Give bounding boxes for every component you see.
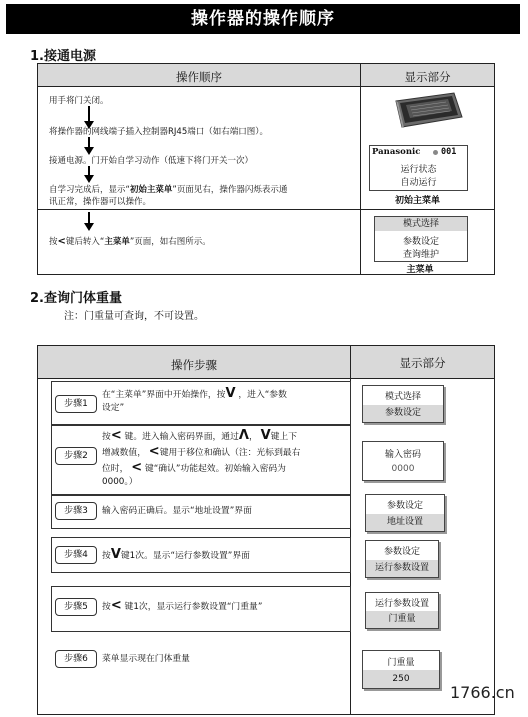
- step2-text-4: 0000。）: [102, 477, 138, 487]
- watermark: 1766.cn: [450, 683, 515, 702]
- status-dot-icon: [433, 150, 438, 155]
- display-line2-highlight: 门重量: [366, 611, 438, 628]
- up-arrow-icon: Λ: [238, 428, 249, 443]
- step3-text: 输入密码正确后。显示“地址设置”界面: [102, 506, 252, 516]
- step3-label: 步骤3: [55, 502, 97, 520]
- section1-heading: 1.接通电源: [30, 49, 96, 64]
- col-header-procedure: 操作顺序: [176, 70, 222, 84]
- display-line2-highlight: 地址设置: [366, 514, 444, 531]
- step4-label: 步骤4: [55, 546, 97, 564]
- menu-mode-select: 模式选择: [375, 217, 467, 231]
- display-line1: 参数设定: [386, 501, 423, 511]
- display-step6: [362, 650, 440, 689]
- step2-label: 步骤2: [55, 447, 97, 465]
- controller-device-image: [392, 91, 464, 129]
- step-text-power-on: 接通电源。门开始自学习动作（低速下将门开关一次）: [49, 156, 254, 166]
- lcd-line-status: 运行状态: [400, 165, 437, 175]
- step1-text-2: 设定”: [102, 403, 125, 413]
- step2-text-2: 增减数值， <键用于移位和确认（注：光标到最右: [102, 444, 301, 459]
- section2-note: 注：门重量可查询，不可设置。: [64, 311, 204, 322]
- step4-text: 按V键1次。显示“运行参数设置”界面: [102, 547, 250, 562]
- step6-text: 菜单显示现在门体重量: [102, 654, 190, 664]
- display-line1: 输入密码: [384, 450, 421, 460]
- section2-heading: 2.查询门体重量: [30, 291, 122, 306]
- col-header-steps: 操作步骤: [171, 358, 217, 372]
- left-arrow-icon: <: [131, 460, 143, 475]
- menu-param-set: 参数设定: [402, 237, 439, 247]
- lcd-main-menu: [374, 216, 468, 262]
- left-arrow-icon: <: [148, 444, 160, 459]
- step6-label: 步骤6: [55, 650, 97, 668]
- brand-label: Panasonic: [372, 147, 421, 157]
- display-step4: [365, 540, 439, 578]
- left-arrow-icon: <: [57, 236, 66, 247]
- step1-text: 在“主菜单”界面中开始操作，按V ，进入“参数: [102, 386, 287, 401]
- col-header-display: 显示部分: [404, 70, 451, 84]
- display-step5: [365, 592, 439, 629]
- down-arrow-icon: V: [260, 428, 271, 443]
- display-line1: 门重量: [387, 658, 415, 668]
- col-header-display2: 显示部分: [399, 356, 446, 370]
- display-step1: [362, 385, 444, 423]
- step-text-close-door: 用手将门关闭。: [49, 96, 109, 106]
- display-line2-highlight: 运行参数设置: [366, 560, 438, 577]
- caption-main-menu: 主菜单: [406, 265, 434, 275]
- page-title: 操作器的操作顺序: [6, 4, 520, 34]
- display-line1: 参数设定: [383, 547, 420, 557]
- step5-text: 按< 键1次，显示运行参数设置“门重量”: [102, 598, 263, 613]
- step-text-left-key: 按<键后转入“主菜单”页面，如右图所示。: [49, 236, 211, 247]
- left-arrow-icon: <: [110, 428, 122, 443]
- display-line2-highlight: 250: [363, 670, 439, 688]
- step5-label: 步骤5: [55, 598, 97, 616]
- menu-query: 查询维护: [402, 250, 439, 260]
- display-step2: [362, 441, 444, 481]
- display-line1: 运行参数设置: [374, 599, 429, 609]
- caption-initial-menu: 初始主菜单: [394, 196, 440, 206]
- display-line2-highlight: 参数设定: [363, 405, 443, 422]
- display-line2: 0000: [391, 464, 415, 474]
- lcd-number: 001: [441, 147, 457, 157]
- step-text-comm-ok: 讯正常，操作器可以操作。: [49, 197, 152, 207]
- step2-text-1: 按< 键。进入输入密码界面，通过Λ， V键上下: [102, 428, 298, 443]
- step1-label: 步骤1: [55, 395, 97, 413]
- down-arrow-icon: V: [110, 547, 121, 562]
- step-text-selflearn: 自学习完成后，显示“初始主菜单”页面见右，操作器闪烁表示通: [49, 185, 288, 195]
- display-line1: 模式选择: [384, 392, 421, 402]
- lcd-line-auto: 自动运行: [400, 178, 437, 188]
- left-arrow-icon: <: [110, 598, 122, 613]
- step2-text-3: 位时， < 键“确认”功能起效。初始输入密码为: [102, 460, 286, 475]
- down-arrow-icon: V: [225, 386, 236, 401]
- step-text-plug: 将操作器的网线端子插入控制器RJ45端口（如右端口图）。: [49, 127, 268, 137]
- lcd-initial-menu: [369, 145, 468, 191]
- display-step3: [365, 494, 445, 532]
